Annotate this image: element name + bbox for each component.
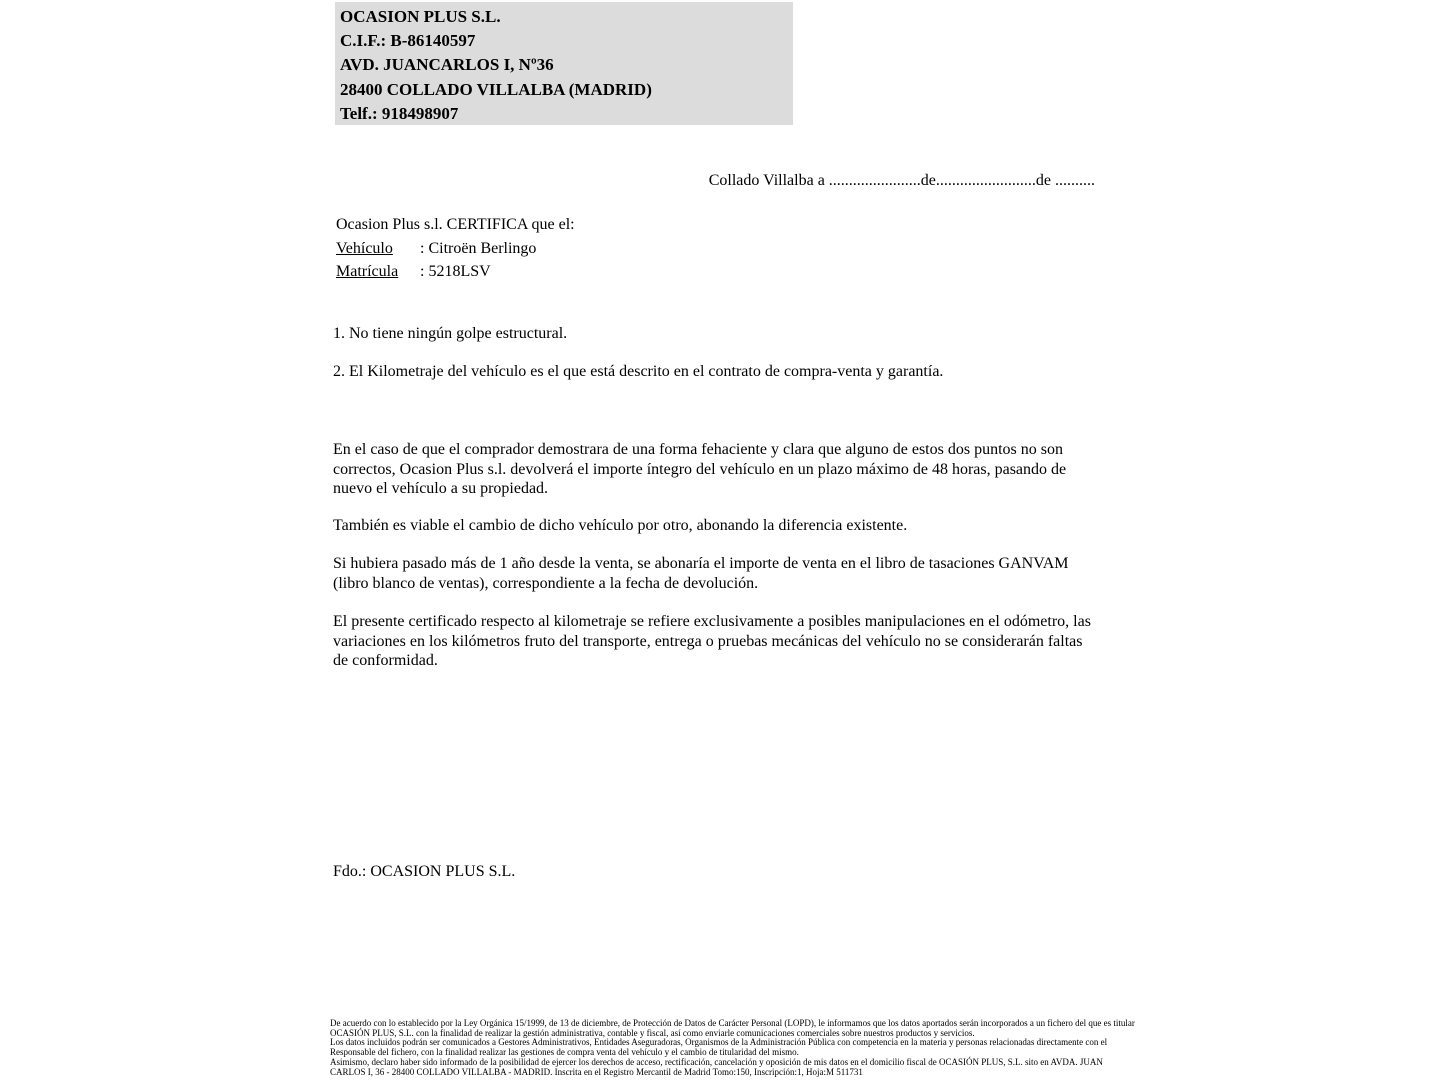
vehicle-line bbox=[336, 239, 536, 259]
company-name: OCASION PLUS S.L. bbox=[340, 7, 501, 26]
plate-line bbox=[336, 262, 491, 282]
document-body bbox=[330, 0, 1135, 1080]
legal-line: OCASIÓN PLUS, S.L. con la finalidad de realizar la gestión administrativa, contable y fiscal, así como enviarle comunicaciones comerciales sobre nuestros productos y servicios. bbox=[330, 1027, 975, 1038]
date-line: Collado Villalba a .......................de.........................de .......... bbox=[708, 172, 1095, 189]
plate-value: : 5218LSV bbox=[420, 263, 491, 280]
paragraph-exchange-option: También es viable el cambio de dicho vehículo por otro, abonando la diferencia existente. bbox=[333, 517, 908, 534]
certificate-point-2: 2. El Kilometraje del vehículo es el que está descrito en el contrato de compra-venta y garantía. bbox=[333, 363, 944, 380]
legal-line: Asimismo, declaro haber sido informado de la posibilidad de ejercer los derechos de acceso, rectificación, cancelación y oposición de mis datos en el domicilio fiscal de OCASIÓN PLUS, S.L. sito en AVDA. JUAN bbox=[330, 1056, 1103, 1067]
legal-line: CARLOS I, 36 - 28400 COLLADO VILLALBA - MADRID. Inscrita en el Registro Mercantil de Madrid Tomo:150, Inscripción:1, Hoja:M 511731 bbox=[330, 1066, 863, 1077]
legal-line: Los datos incluidos podrán ser comunicados a Gestores Administrativos, Entidades Aseguradoras, Organismos de la Administración Pública con competencia en la materia y personas relacionadas directamente con el bbox=[330, 1037, 1108, 1048]
paragraph-ganvam-valuation: Si hubiera pasado más de 1 año desde la venta, se abonaría el importe de venta en el libro de tasaciones GANVAM (libro blanco de ventas), correspondiente a la fecha de devolución. bbox=[333, 555, 1069, 592]
certify-intro: Ocasion Plus s.l. CERTIFICA que el: bbox=[336, 216, 575, 233]
vehicle-value: : Citroën Berlingo bbox=[420, 240, 537, 257]
company-cif: C.I.F.: B-86140597 bbox=[340, 31, 476, 51]
plate-label: Matrícula bbox=[336, 263, 399, 280]
company-phone: Telf.: 918498907 bbox=[340, 103, 459, 123]
certificate-point-1: 1. No tiene ningún golpe estructural. bbox=[333, 325, 568, 342]
paragraph-odometer-disclaimer: El presente certificado respecto al kilometraje se refiere exclusivamente a posibles manipulaciones en el odómetro, las variaciones en los kilómetros fruto del transporte, entrega o pruebas mecánicas del vehículo no se considerarán faltas de conformidad. bbox=[333, 613, 1091, 669]
signature-line: Fdo.: OCASION PLUS S.L. bbox=[333, 863, 516, 880]
vehicle-label: Vehículo bbox=[336, 240, 393, 257]
company-city: 28400 COLLADO VILLALBA (MADRID) bbox=[340, 79, 652, 99]
paragraph-refund-terms: En el caso de que el comprador demostrara de una forma fehaciente y clara que alguno de estos dos puntos no son correctos, Ocasion Plus s.l. devolverá el importe íntegro del vehículo en un plazo máximo de 48 horas, pasando de nuevo el vehículo a su propiedad. bbox=[333, 441, 1067, 497]
legal-line: De acuerdo con lo establecido por la Ley Orgánica 15/1999, de 13 de diciembre, de Protección de Datos de Carácter Personal (LOPD), le informamos que los datos aportados serán incorporados a un fichero del que es titular bbox=[330, 1018, 1135, 1028]
legal-fine-print bbox=[330, 1019, 1140, 1077]
company-address: AVD. JUANCARLOS I, Nº36 bbox=[340, 55, 554, 75]
legal-line: Responsable del fichero, con la finalidad realizar las gestiones de compra venta del vehículo y el cambio de titularidad del mismo. bbox=[330, 1047, 799, 1058]
